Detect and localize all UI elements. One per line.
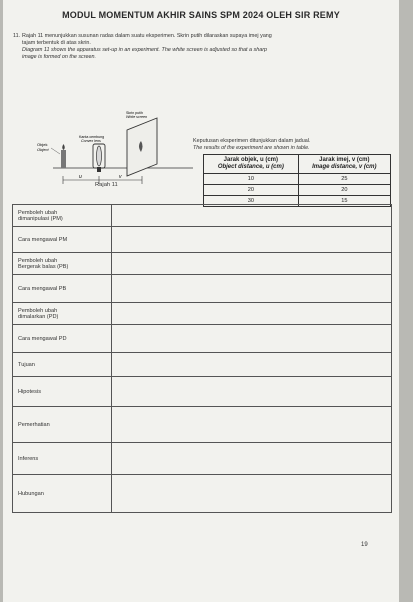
screen-label-ms: Skrin putih (126, 111, 143, 115)
worksheet-page (3, 0, 399, 602)
label-pm-control: Cara mengawal PM (13, 227, 112, 253)
answer-cell-observation[interactable] (112, 407, 392, 443)
results-text-en: The results of the experiment are shown in table. (193, 145, 310, 151)
answer-row-relationship (13, 475, 392, 513)
page-title: MODUL MOMENTUM AKHIR SAINS SPM 2024 OLEH SIR REMY (62, 10, 340, 20)
object-label-ms: Objek (37, 142, 48, 147)
label-pd-control: Cara mengawal PD (13, 325, 112, 353)
answer-row-pd (13, 303, 392, 325)
answer-cell-pb-control[interactable] (112, 275, 392, 303)
figure-caption: Rajah 11 (95, 182, 118, 188)
question-text-en-1: Diagram 11 shows the apparatus set-up in an experiment. The white screen is adjusted so that a sharp (22, 47, 268, 53)
cell-u: 30 (204, 196, 299, 207)
cell-u: 20 (204, 185, 299, 196)
apparatus-diagram (23, 110, 203, 190)
answer-row-observation (13, 407, 392, 443)
lens-label-en: Convex lens (81, 139, 101, 143)
cell-u: 10 (204, 174, 299, 185)
cell-v: 25 (298, 174, 390, 185)
object-flame (62, 144, 65, 150)
answer-cell-inference[interactable] (112, 443, 392, 475)
lens-stand (97, 167, 101, 172)
object-candle (61, 150, 66, 168)
table-row (204, 174, 391, 185)
header-image-distance: Jarak imej, v (cm) Image distance, v (cm) (298, 155, 390, 174)
label-inference: Inferens (13, 443, 112, 475)
answer-cell-hypothesis[interactable] (112, 377, 392, 407)
answer-cell-relationship[interactable] (112, 475, 392, 513)
answer-row-hypothesis (13, 377, 392, 407)
page-number: 19 (361, 542, 368, 548)
label-observation: Pemerhatian (13, 407, 112, 443)
question-text-ms-2: tajam terbentuk di atas skrin. (22, 40, 91, 46)
label-aim: Tujuan (13, 353, 112, 377)
object-label-en: Object (37, 147, 49, 152)
answer-cell-aim[interactable] (112, 353, 392, 377)
answer-cell-pb[interactable] (112, 253, 392, 275)
answer-row-pb (13, 253, 392, 275)
answer-cell-pm[interactable] (112, 205, 392, 227)
lens-label-ms: Kanta cembung (79, 135, 105, 139)
label-pb-control: Cara mengawal PB (13, 275, 112, 303)
label-pb: Pemboleh ubah Bergerak balas (PB) (13, 253, 112, 275)
question-text-ms-1: Rajah 11 menunjukkan susunan radas dalam suatu eksperimen. Skrin putih dilaraskan supaya imej yang (22, 33, 272, 39)
answer-row-aim (13, 353, 392, 377)
answer-row-pb-control (13, 275, 392, 303)
v-label: v (119, 174, 122, 180)
results-table (203, 154, 391, 207)
convex-lens (97, 146, 102, 166)
label-pm: Pemboleh ubah dimanipulasi (PM) (13, 205, 112, 227)
answer-table (12, 204, 392, 513)
answer-row-inference (13, 443, 392, 475)
label-pd: Pemboleh ubah dimalarkan (PD) (13, 303, 112, 325)
cell-v: 20 (298, 185, 390, 196)
header-object-distance: Jarak objek, u (cm) Object distance, u (cm) (204, 155, 299, 174)
answer-cell-pd[interactable] (112, 303, 392, 325)
answer-row-pm-control (13, 227, 392, 253)
results-text-ms: Keputusan eksperimen ditunjukkan dalam jadual. (193, 138, 311, 144)
question-number: 11. (13, 33, 21, 39)
label-hypothesis: Hipotesis (13, 377, 112, 407)
table-row (204, 185, 391, 196)
answer-row-pd-control (13, 325, 392, 353)
answer-cell-pm-control[interactable] (112, 227, 392, 253)
answer-row-pm (13, 205, 392, 227)
screen-label-en: White screen (126, 115, 147, 119)
question-text-en-2: image is formed on the screen. (22, 54, 97, 60)
answer-cell-pd-control[interactable] (112, 325, 392, 353)
label-relationship: Hubungan (13, 475, 112, 513)
u-label: u (79, 174, 82, 180)
cell-v: 15 (298, 196, 390, 207)
